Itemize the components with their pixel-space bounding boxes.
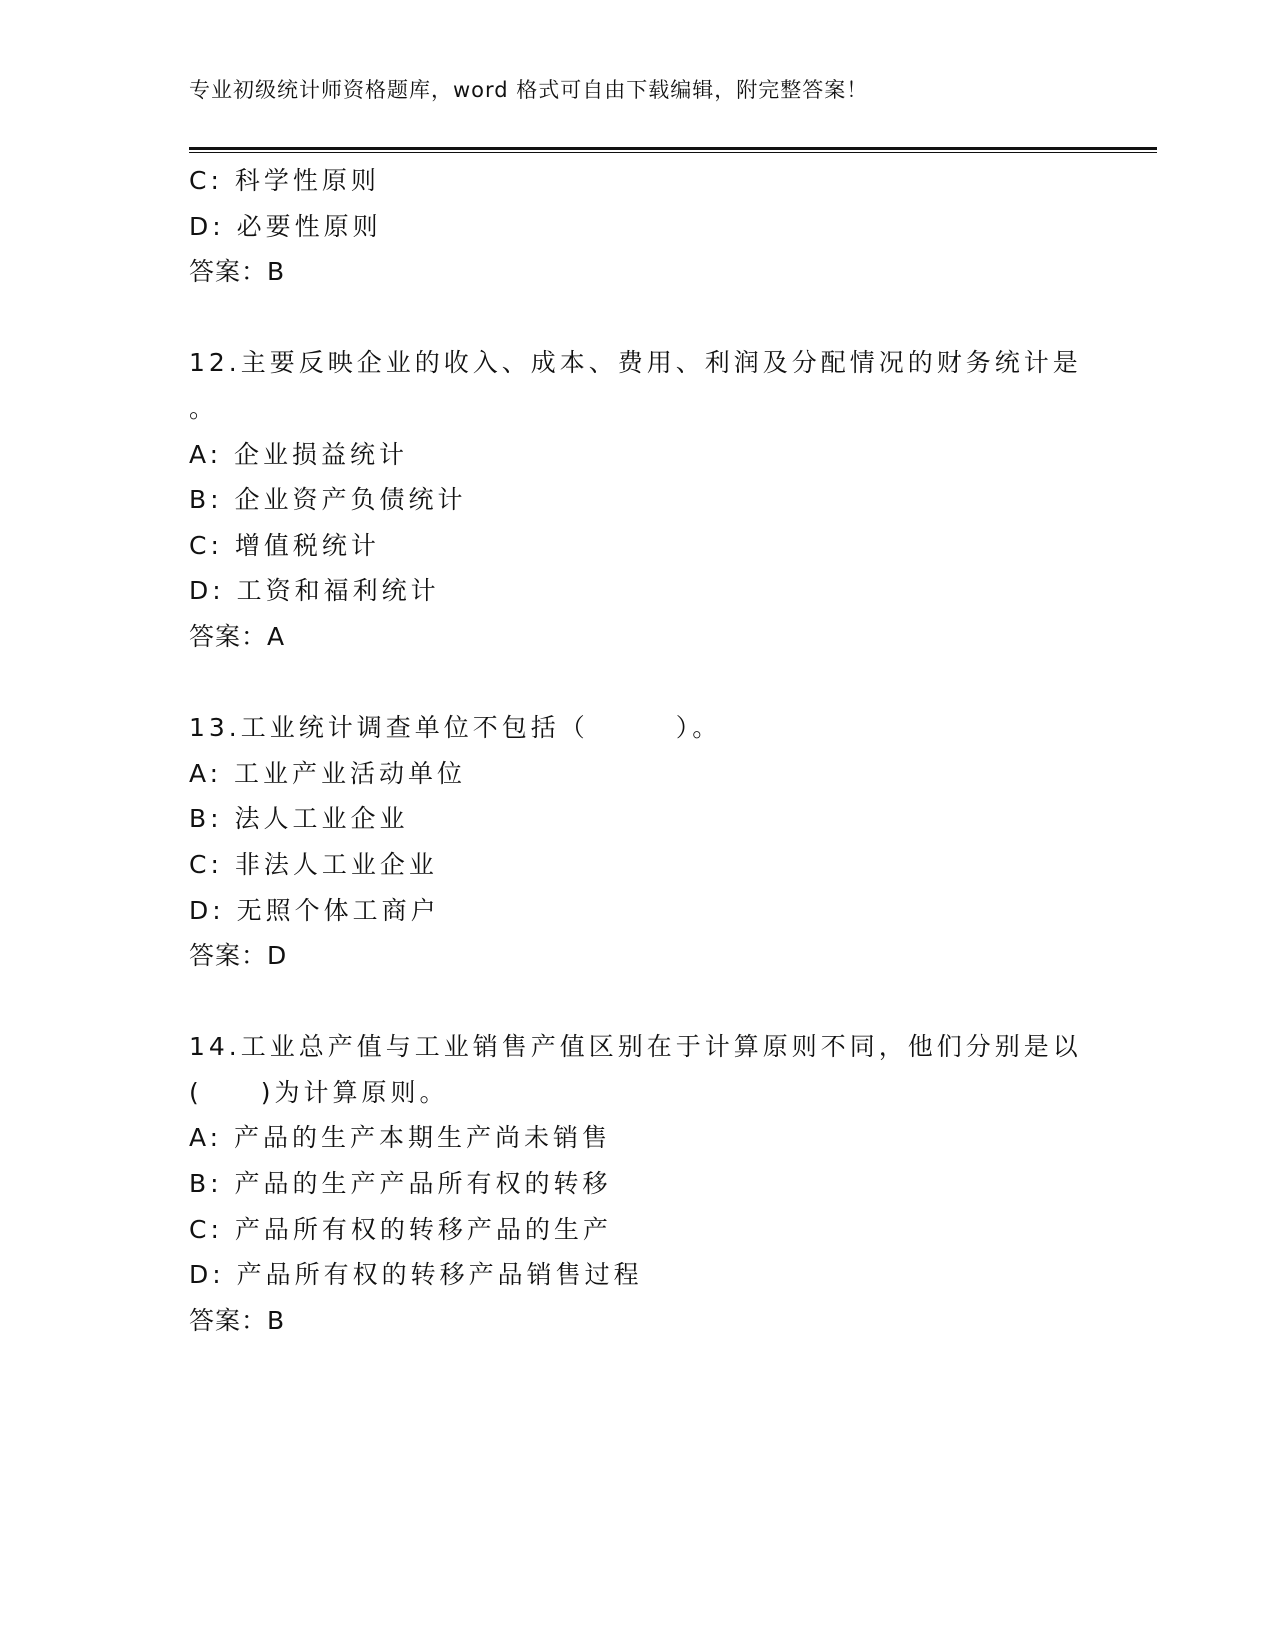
question-text: 14.工业总产值与工业销售产值区别在于计算原则不同，他们分别是以 — [189, 1032, 1082, 1062]
answer-line: 答案：B — [189, 257, 286, 287]
option-line: A: 产品的生产本期生产尚未销售 — [189, 1123, 612, 1153]
option-line: C: 增值税统计 — [189, 530, 380, 560]
option-line: D: 必要性原则 — [189, 211, 382, 241]
option-line: B: 产品的生产产品所有权的转移 — [189, 1169, 612, 1199]
question-text: ( )为计算原则。 — [189, 1077, 449, 1107]
option-line: B: 法人工业企业 — [189, 804, 409, 834]
answer-line: 答案：D — [189, 941, 288, 971]
spacer — [189, 295, 1089, 341]
question-text: 13.工业统计调查单位不包括（ ）。 — [189, 713, 722, 743]
option-line: C: 产品所有权的转移产品的生产 — [189, 1214, 612, 1244]
option-line: D: 产品所有权的转移产品销售过程 — [189, 1260, 643, 1290]
answer-line: 答案：A — [189, 621, 286, 651]
spacer — [189, 979, 1089, 1025]
option-line: D: 无照个体工商户 — [189, 895, 440, 925]
answer-line: 答案：B — [189, 1305, 286, 1335]
question-text: 。 — [189, 393, 219, 423]
option-line: A: 工业产业活动单位 — [189, 758, 467, 788]
header-rule-thin — [189, 152, 1157, 153]
option-line: A: 企业损益统计 — [189, 439, 409, 469]
option-line: B: 企业资产负债统计 — [189, 485, 467, 515]
option-line: C: 非法人工业企业 — [189, 849, 438, 879]
page-header: 专业初级统计师资格题库，word 格式可自由下载编辑，附完整答案！ — [189, 78, 869, 102]
header-rule — [189, 147, 1157, 150]
question-text: 12.主要反映企业的收入、成本、费用、利润及分配情况的财务统计是 — [189, 348, 1082, 378]
option-line: C: 科学性原则 — [189, 166, 380, 195]
spacer — [189, 660, 1089, 706]
option-line: D: 工资和福利统计 — [189, 576, 440, 606]
document-body — [189, 158, 1089, 1343]
